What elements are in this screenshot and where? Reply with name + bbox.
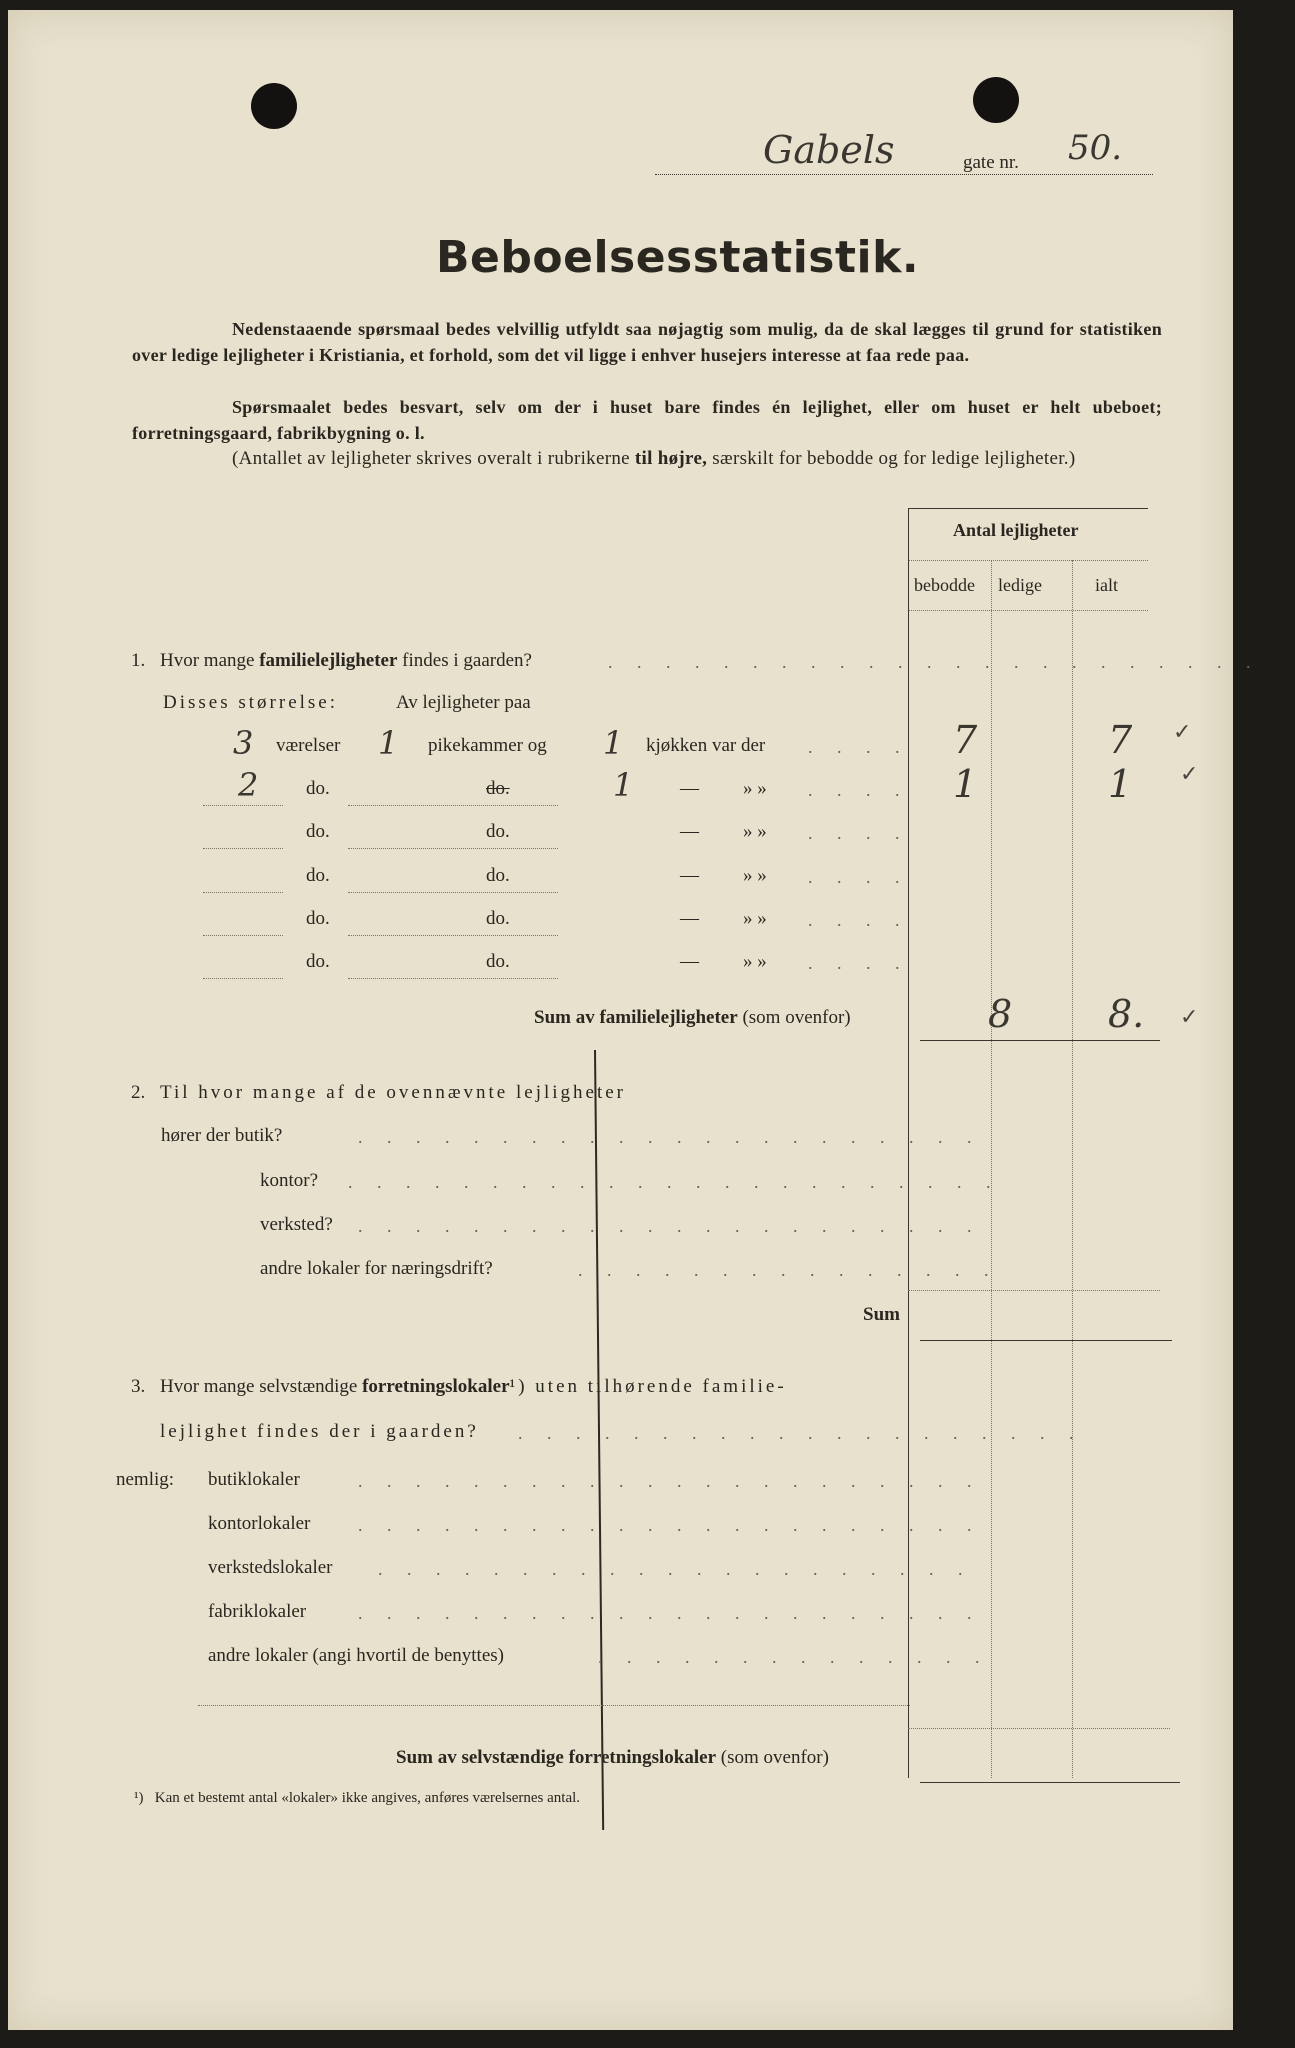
row2-bebodde: 1: [953, 762, 978, 806]
column-group-header: Antal lejligheter: [953, 520, 1079, 540]
row1-checkmark: ✓: [1173, 720, 1192, 745]
punch-hole-left: [251, 83, 297, 129]
q2-sum-label: Sum: [863, 1304, 900, 1325]
column-header-ialt: ialt: [1095, 575, 1118, 595]
table-top-rule: [908, 508, 1148, 509]
row1-rooms-value: 3: [233, 724, 254, 762]
intro-paragraph-3: (Antallet av lejligheter skrives overalt i rubrikerne til højre, særskilt for bebodde og for ledige lejligheter.): [232, 448, 1076, 469]
row2-rooms-value: 2: [238, 766, 259, 804]
question-3-number: 3.: [131, 1376, 146, 1397]
street-underline: [655, 174, 1153, 175]
question-3-text: Hvor mange selvstændige forretningslokaler¹) uten tilhørende familie-: [160, 1376, 787, 1397]
question-3-line2: lejlighet findes der i gaarden?: [160, 1421, 479, 1442]
intro-paragraph-1: Nedenstaaende spørsmaal bedes velvillig utfyldt saa nøjagtig som mulig, da de skal lægges til grund for statistiken over ledige lejligheter i Kristiania, et forhold, som det vil ligge i enhver husejers interesse at faa rede paa.: [132, 319, 1162, 365]
q1-sum-checkmark: ✓: [1180, 1005, 1199, 1030]
column-header-bebodde: bebodde: [914, 575, 975, 595]
intro-paragraph-2: Spørsmaalet bedes besvart, selv om der i huset bare findes én lejlighet, eller om huset er helt ubeboet; forretningsgaard, fabrikbygning o. l.: [132, 397, 1162, 443]
q1-sum-label: Sum av familielejligheter (som ovenfor): [534, 1007, 851, 1028]
street-name-handwritten: Gabels: [763, 128, 895, 172]
row2-ialt: 1: [1108, 762, 1133, 806]
row1-kitchen-value: 1: [603, 724, 624, 762]
question-2-number: 2.: [131, 1082, 146, 1103]
column-header-ledige: ledige: [998, 575, 1042, 595]
q2-andre: andre lokaler for næringsdrift?: [260, 1258, 493, 1279]
sizes-label: Disses størrelse:: [163, 692, 339, 713]
q3-item-fabriklokaler: fabriklokaler: [208, 1601, 307, 1622]
gate-label: gate nr.: [963, 152, 1019, 173]
row1-maidroom-value: 1: [378, 724, 399, 762]
q3-item-kontorlokaler: kontorlokaler: [208, 1513, 311, 1534]
punch-hole-right: [973, 77, 1019, 123]
q1-sum-bebodde: 8: [988, 992, 1013, 1036]
q1-sum-ialt: 8.: [1108, 992, 1145, 1036]
form-paper: Gabels gate nr. 50. Beboelsesstatistik. Nedenstaaende spørsmaal bedes velvillig utfyldt saa nøjagtig som mulig, da de skal lægges til grund for statistiken over ledige lejligheter i Kristiania, et forhold, som det vil ligge i enhver husejers interesse at faa rede paa. Spørsmaalet bedes besvart, selv om der i huset bare findes én lejlighet, eller om huset er helt ubeboet; forretningsgaard, fabrikbygning o. l. (Antallet av lejligheter skrives overalt i rubrikerne til højre, særskilt for bebodde og for ledige lejligheter.) Antal lejligheter bebodde ledige ialt 1. Hvor mange familielejligheter findes i gaarden? . . . . . . . . . . . . . . . . . . . . . . . Disses størrelse: Av lejligheter paa 3 værelser 1 pikekammer og 1 kjøkken var der . . . . 7 7 ✓ 2 do. do. 1 — » » . . . . 1 1 ✓ do. do. — » » . . . . do. do. — » » . . . . do. do. — » » . . . . do. do. — » » . . . . Sum av familielejligheter (som ovenfor) 8 8. ✓ 2. Til hvor mange af de ovennævnte lejligheter hører der butik? . . . . . . . . . . . . . . . . . . . . . . kontor? . . . . . . . . . . . . . . . . . . . . . . . verksted? . . . . . . . . . . . . . . . . . . . . . . andre lokaler for næringsdrift? . . . . . . . . . . . . . . . Sum 3. Hvor mange selvstændige forretningslokaler¹) uten tilhørende familie- lejlighet findes der i gaarden? . . . . . . . . . . . . . . . . . . . . nemlig: butiklokaler . . . . . . . . . . . . . . . . . . . . . . kontorlokaler . . . . . . . . . . . . . . . . . . . . . . verkstedslokaler . . . . . . . . . . . . . . . . . . . . . fabriklokaler . . . . . . . . . . . . . . . . . . . . . . andre lokaler (angi hvortil de benyttes) . . . . . . . . . . . . . . Sum av selvstændige forretningslokaler (som ovenfor) ¹) Kan et bestemt antal «lokaler» ikke angives, anføres værelsernes antal.: [8, 10, 1233, 2030]
page-title: Beboelsesstatistik.: [436, 232, 920, 283]
q2-butik: hører der butik?: [161, 1125, 283, 1146]
q3-item-andre: andre lokaler (angi hvortil de benyttes): [208, 1645, 504, 1666]
row2-kitchen-value: 1: [613, 766, 634, 804]
question-1-number: 1.: [131, 650, 146, 671]
house-number-handwritten: 50.: [1068, 128, 1123, 168]
q3-sum-label: Sum av selvstændige forretningslokaler (som ovenfor): [396, 1747, 829, 1768]
sizes-text: Av lejligheter paa: [396, 692, 531, 713]
footnote: ¹) Kan et bestemt antal «lokaler» ikke angives, anføres værelsernes antal.: [134, 1790, 581, 1806]
question-1-text: Hvor mange familielejligheter findes i gaarden?: [160, 650, 532, 671]
q3-item-butiklokaler: butiklokaler: [208, 1469, 300, 1490]
q2-kontor: kontor?: [260, 1170, 319, 1191]
row1-bebodde: 7: [953, 718, 978, 762]
q3-item-verkstedslokaler: verkstedslokaler: [208, 1557, 333, 1578]
row1-ialt: 7: [1108, 718, 1133, 762]
row2-checkmark: ✓: [1180, 762, 1199, 787]
q2-verksted: verksted?: [260, 1214, 333, 1235]
nemlig-label: nemlig:: [116, 1469, 175, 1490]
question-2-text: Til hvor mange af de ovennævnte lejligheter: [160, 1082, 626, 1103]
